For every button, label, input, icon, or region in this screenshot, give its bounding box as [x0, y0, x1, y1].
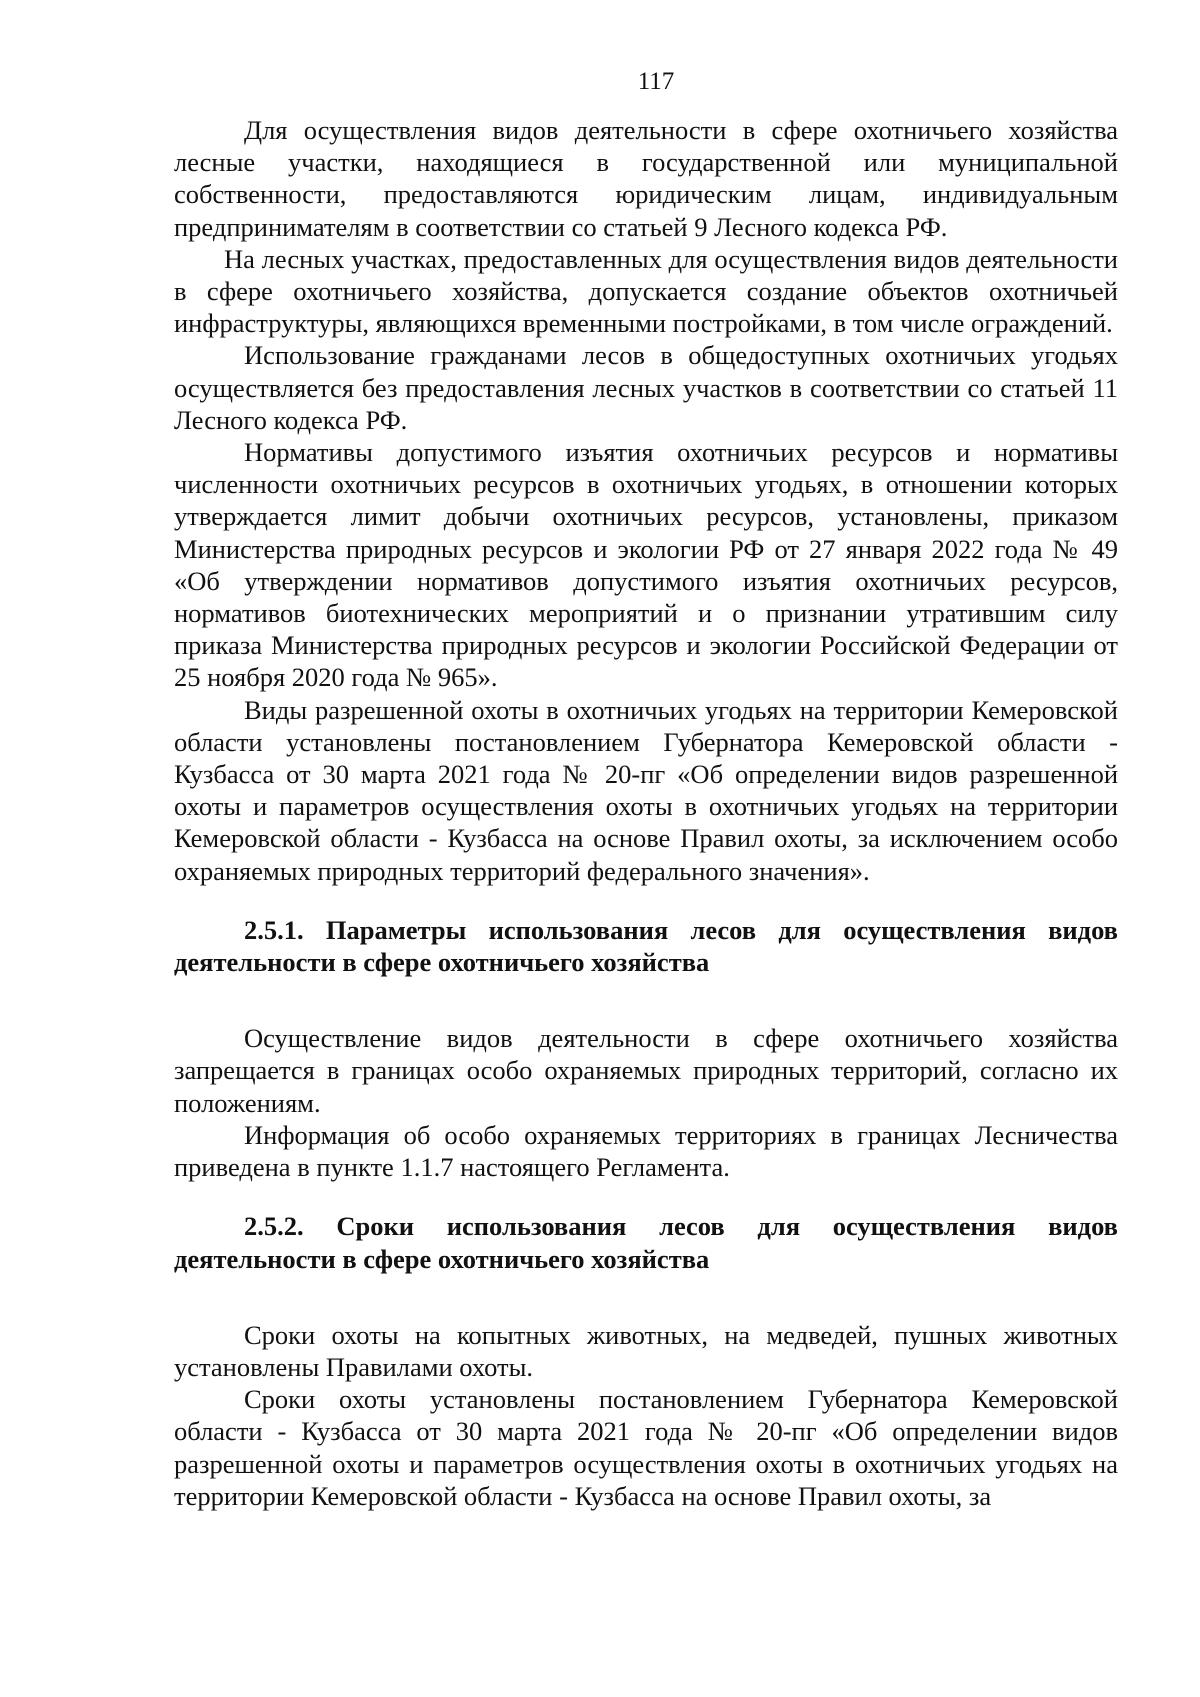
- paragraph: Для осуществления видов деятельности в сфере охотничьего хозяйства лесные участки, находящиеся в государственной или муниципальной собственности, предоставляются юридическим лицам, индивидуальным предпринимателям в соответствии со статьей 9 Лесного кодекса РФ.: [174, 115, 1118, 242]
- document-page: [174, 66, 1118, 1512]
- paragraph: Сроки охоты на копытных животных, на медведей, пушных животных установлены Правилами охоты.: [174, 1319, 1118, 1382]
- spacer: [174, 1275, 1118, 1319]
- paragraph: Нормативы допустимого изъятия охотничьих ресурсов и нормативы численности охотничьих ресурсов в охотничьих угодьях, в отношении которых утверждается лимит добычи охотничьих ресурсов, установлены, приказом Министерства природных ресурсов и экологии РФ от 27 января 2022 года № 49 «Об утверждении нормативов допустимого изъятия охотничьих ресурсов, нормативов биотехнических мероприятий и о признании утратившим силу приказа Министерства природных ресурсов и экологии Российской Федерации от 25 ноября 2020 года № 965».: [174, 437, 1118, 693]
- spacer: [174, 887, 1118, 914]
- paragraph: Использование гражданами лесов в общедоступных охотничьих угодьях осуществляется без предоставления лесных участков в соответствии со статьей 11 Лесного кодекса РФ.: [174, 340, 1118, 435]
- page-number: 117: [637, 68, 675, 95]
- paragraph: На лесных участках, предоставленных для осуществления видов деятельности в сфере охотничьего хозяйства, допускается создание объектов охотничьей инфраструктуры, являющихся временными постройками, в том числе ограждений.: [174, 243, 1118, 339]
- spacer: [174, 978, 1118, 1022]
- section-heading-2-5-2: 2.5.2. Сроки использования лесов для осуществления видов деятельности в сфере охотничьего хозяйства: [174, 1211, 1118, 1274]
- paragraph: Информация об особо охраняемых территориях в границах Лесничества приведена в пункте 1.1.7 настоящего Регламента.: [174, 1119, 1118, 1183]
- spacer: [174, 1183, 1118, 1210]
- paragraph: Виды разрешенной охоты в охотничьих угодьях на территории Кемеровской области установлены постановлением Губернатора Кемеровской области - Кузбасса от 30 марта 2021 года № 20-пг «Об определении видов разрешенной охоты и параметров осуществления охоты в охотничьих угодьях на территории Кемеровской области - Кузбасса на основе Правил охоты, за исключением особо охраняемых природных территорий федерального значения».: [174, 694, 1118, 886]
- paragraph: Сроки охоты установлены постановлением Губернатора Кемеровской области - Кузбасса от 30 марта 2021 года № 20-пг «Об определении видов разрешенной охоты и параметров осуществления охоты в охотничьих угодьях на территории Кемеровской области - Кузбасса на основе Правил охоты, за: [174, 1384, 1118, 1511]
- paragraph: Осуществление видов деятельности в сфере охотничьего хозяйства запрещается в границах особо охраняемых природных территорий, согласно их положениям.: [174, 1023, 1118, 1118]
- section-heading-2-5-1: 2.5.1. Параметры использования лесов для осуществления видов деятельности в сфере охотничьего хозяйства: [174, 914, 1118, 978]
